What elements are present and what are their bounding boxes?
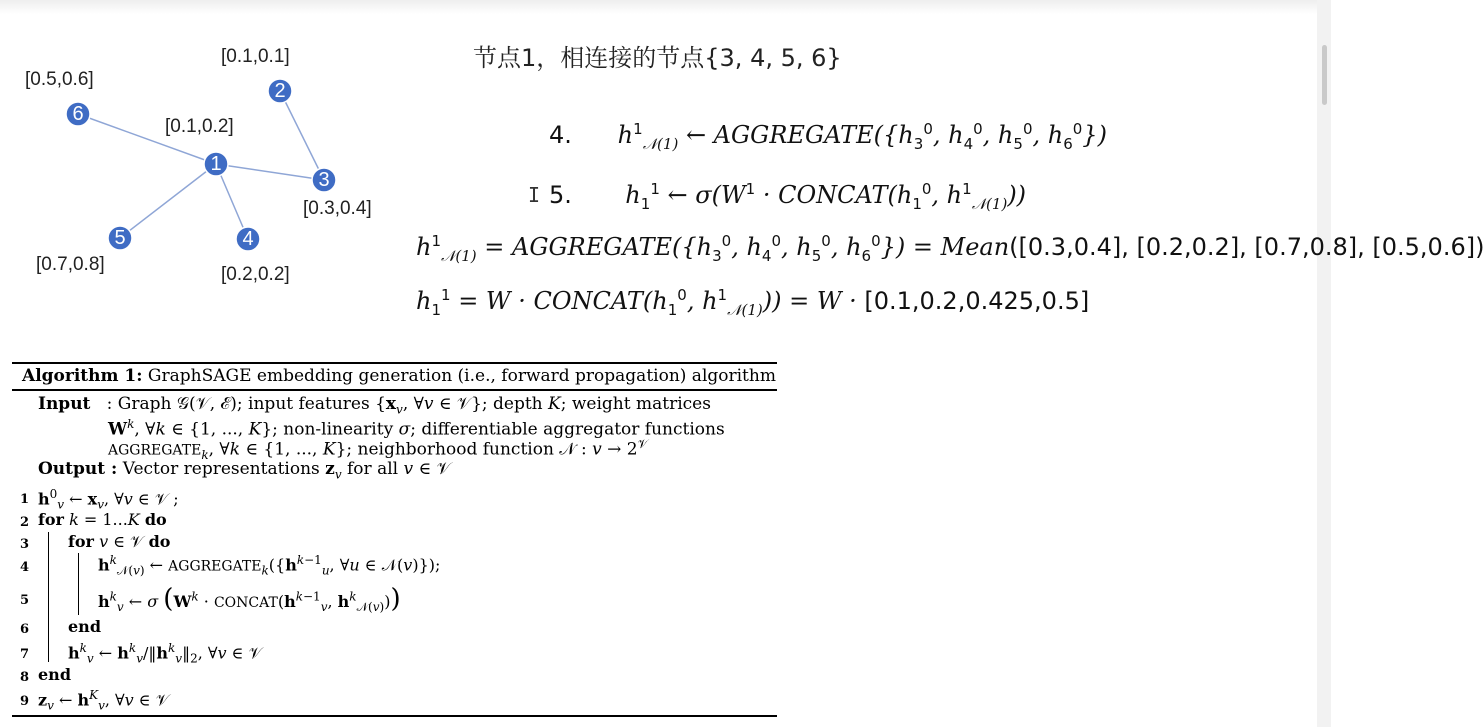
graph-edge-1-5 <box>120 164 216 238</box>
graph-node-id-6: 6 <box>72 103 84 125</box>
text-cursor-icon: I <box>528 183 541 207</box>
step5-number: 5. <box>549 181 572 209</box>
algorithm-line-8: end <box>38 665 71 684</box>
graph-node-feature-5: [0.7,0.8] <box>36 254 105 275</box>
for-k-block-bar <box>48 532 49 662</box>
graph-node-id-4: 4 <box>242 228 254 250</box>
algorithm-line-1: $h^0_v$ ← $x_v$, ∀v ∈ 𝒱 ; <box>38 487 179 512</box>
graph-node-id-3: 3 <box>318 169 330 191</box>
graph-nodes <box>66 79 336 251</box>
algorithm-line-7: $h^k_v$ ← $h^k_v/‖h^k_v‖_2$, ∀v ∈ 𝒱 <box>68 641 262 666</box>
algorithm-line-6: end <box>68 617 101 636</box>
concat-result: [0.1,0.2,0.425,0.5] <box>864 287 1090 315</box>
input-label: Input <box>38 394 91 414</box>
line-number: 8 <box>20 670 30 685</box>
graph-edge-2-3 <box>280 91 324 180</box>
line-number: 3 <box>20 537 30 552</box>
line-number: 2 <box>20 515 30 530</box>
algorithm-title-bold: Algorithm 1: <box>22 366 143 386</box>
algorithm-line-2: for k = 1...K do <box>38 510 167 529</box>
algorithm-title-rest: GraphSAGE embedding generation (i.e., forward propagation) algorithm <box>147 366 776 386</box>
algorithm-line-5: $h^k_v$ ← σ ($W^k$ · $CONCAT(h^{k-1}_v$, $h^k_{𝒩(v)}$)) <box>98 584 401 615</box>
graph-node-feature-1: [0.1,0.2] <box>165 116 234 137</box>
line-number: 7 <box>20 647 30 662</box>
equation-step4: 4. $h^1_{𝒩(1)}$ ← $AGGREGATE(\{h_3^0$, $h_4^0$, $h_5^0$, $h_6^0$}) <box>549 120 1107 153</box>
graph-node-feature-3: [0.3,0.4] <box>303 198 372 219</box>
graph-node-feature-2: [0.1,0.1] <box>221 46 290 67</box>
algorithm-top-rule <box>12 362 777 364</box>
algorithm-line-4: $h^k_{𝒩(v)}$ ← $AGGREGATE_k(\{h^{k-1}_u$, ∀u ∈ 𝒩(v)}); <box>98 553 441 578</box>
graph-diagram <box>0 30 400 300</box>
header-title: 节点1，相连接的节点{3, 4, 5, 6} <box>473 44 842 72</box>
graph-edge-1-3 <box>216 164 324 180</box>
algorithm-input-2: $W^k$, ∀k ∈ {1, ..., K}; non-linearity σ; differentiable aggregator functions <box>108 417 725 440</box>
scrollbar[interactable] <box>1317 0 1331 727</box>
graph-node-id-2: 2 <box>274 80 286 102</box>
line-number: 6 <box>20 622 30 637</box>
algorithm-line-3: for v ∈ 𝒱 do <box>68 532 171 551</box>
mean-arguments: ([0.3,0.4], [0.2,0.2], [0.7,0.8], [0.5,0.6]) <box>1009 233 1484 261</box>
equation-concat: $h_1^1 = W$ · $CONCAT(h_1^0$, $h^1_{𝒩(1)})) = W \cdot [0.1,0.2,0.425,0.5]$ <box>416 286 1090 319</box>
graph-node-feature-4: [0.2,0.2] <box>221 264 290 285</box>
graph-feature-labels <box>25 46 372 285</box>
graph-node-id-1: 1 <box>210 153 222 175</box>
equation-step5: 5. $h_1^1$ ← $\sigma(W^1$ · $CONCAT(h_1^0$, $h^1_{𝒩(1)}$)) <box>549 180 1027 213</box>
algorithm-line-9: $z_v$ ← $h^K_v$, ∀v ∈ 𝒱 <box>38 688 170 713</box>
step4-number: 4. <box>549 121 572 149</box>
algorithm-input-3: $AGGREGATE_k$, ∀k ∈ {1, ..., K}; neighborhood function 𝒩 : $v \to 2^𝒱$ <box>108 437 648 463</box>
line-number: 5 <box>20 593 30 608</box>
line-number: 1 <box>20 492 30 507</box>
line-number: 9 <box>20 694 30 709</box>
graph-node-id-5: 5 <box>114 227 126 249</box>
algorithm-title-rule <box>12 389 777 391</box>
algorithm-title <box>22 366 776 386</box>
graph-edges <box>78 91 324 239</box>
for-v-block-bar <box>78 553 79 615</box>
equation-mean: $h^1_{𝒩(1)}$ = $AGGREGATE(\{h_3^0$, $h_4^0$, $h_5^0$, $h_6^0$}) = Mean([0.3,0.4], [0.2,0.2], [0.7,0.8], [0.5,0.6]) <box>416 232 1484 265</box>
scrollbar-thumb[interactable] <box>1322 45 1327 105</box>
algorithm-input: Input : Graph 𝒢(𝒱, ℰ); input features {$x_v$, ∀v ∈ 𝒱}; depth K; weight matrices <box>38 394 711 417</box>
output-label: Output : <box>38 459 118 479</box>
algorithm-bottom-rule <box>12 715 777 717</box>
window-top-shade <box>0 0 1331 14</box>
algorithm-output: Output : Vector representations $z_v$ for all v ∈ 𝒱 <box>38 459 451 482</box>
line-number: 4 <box>20 560 30 575</box>
graph-node-feature-6: [0.5,0.6] <box>25 69 94 90</box>
